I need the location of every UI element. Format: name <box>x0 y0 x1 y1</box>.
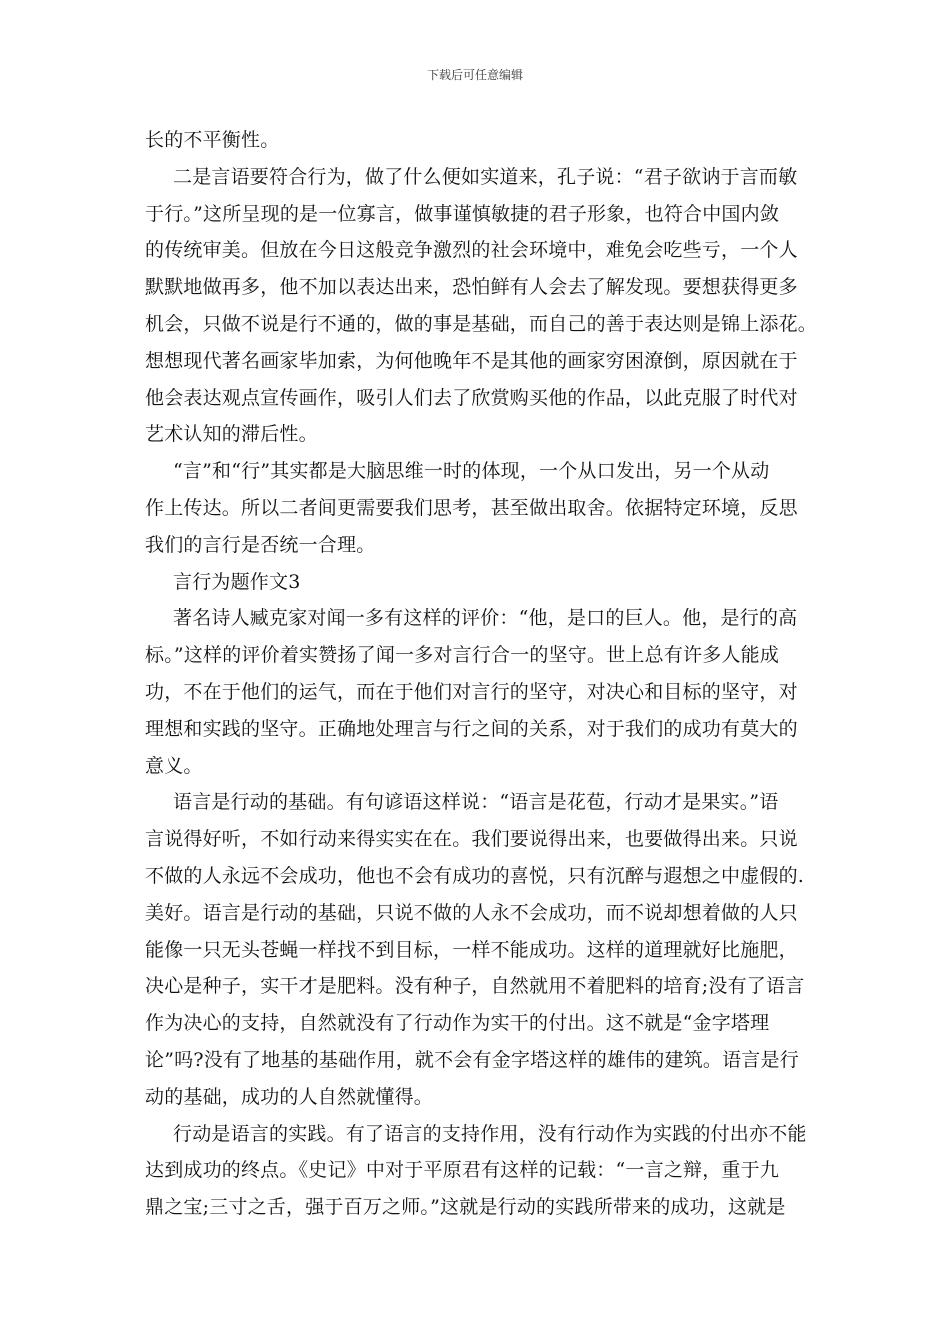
paragraph <box>145 159 818 453</box>
paragraph <box>145 784 815 1115</box>
text-line: 二是言语要符合行为，做了什么便如实道来，孔子说：“君子欲讷于言而敏 <box>173 165 798 188</box>
text-line: 他会表达观点宣传画作，吸引人们去了欣赏购买他的作品，以此克服了时代对 <box>145 386 798 409</box>
text-line: 作上传达。所以二者间更需要我们思考，甚至做出取舍。依据特定环境，反思 <box>145 496 798 519</box>
paragraph <box>145 122 815 159</box>
text-line: 作为决心的支持，自然就没有了行动作为实干的付出。这不就是“金字塔理 <box>145 1012 770 1035</box>
text-line: 长的不平衡性。 <box>145 129 280 151</box>
paragraph <box>145 600 815 784</box>
text-line: 能像一只无头苍蝇一样找不到目标，一样不能成功。这样的道理就好比施肥， <box>145 938 798 961</box>
text-line: 动的基础，成功的人自然就懂得。 <box>145 1085 434 1108</box>
text-line: 想想现代著名画家毕加索，为何他晚年不是其他的画家穷困潦倒，原因就在于 <box>145 349 798 372</box>
text-line: 默默地做再多，他不加以表达出来，恐怕鲜有人会去了解发现。要想获得更多 <box>145 276 798 299</box>
paragraph <box>145 453 815 563</box>
text-line: 功，不在于他们的运气，而在于他们对言行的坚守，对决心和目标的坚守，对 <box>145 680 798 703</box>
text-line: 理想和实践的坚守。正确地处理言与行之间的关系，对于我们的成功有莫大的 <box>145 717 798 740</box>
text-line: 语言是行动的基础。有句谚语这样说：“语言是花苞，行动才是果实。”语 <box>173 791 779 814</box>
text-line: 美好。语言是行动的基础，只说不做的人永不会成功，而不说却想着做的人只 <box>145 901 798 924</box>
text-line: 艺术认知的滞后性。 <box>145 423 318 446</box>
text-line: 达到成功的终点。《史记》中对于平原君有这样的记载：“一言之辩，重于九 <box>145 1159 780 1182</box>
text-line: 鼎之宝;三寸之舌，强于百万之师。”这就是行动的实践所带来的成功，这就是 <box>145 1196 786 1219</box>
paragraph <box>145 1116 815 1226</box>
text-line: 言说得好听，不如行动来得实实在在。我们要说得出来，也要做得出来。只说 <box>145 828 798 851</box>
text-line: 决心是种子，实干才是肥料。没有种子，自然就用不着肥料的培育;没有了语言 <box>145 975 805 998</box>
text-line: 行动是语言的实践。有了语言的支持作用，没有行动作为实践的付出亦不能 <box>173 1122 807 1145</box>
document-body <box>145 122 818 1226</box>
text-line: 言行为题作文3 <box>173 570 301 593</box>
text-line: 标。”这样的评价着实赞扬了闻一多对言行合一的坚守。世上总有许多人能成 <box>145 644 780 667</box>
text-line: 意义。 <box>145 754 203 777</box>
text-line: 著名诗人臧克家对闻一多有这样的评价：“他，是口的巨人。他，是行的高 <box>173 607 798 630</box>
text-line: 我们的言行是否统一合理。 <box>145 533 376 556</box>
text-line: 于行。”这所呈现的是一位寡言，做事谨慎敏捷的君子形象，也符合中国内敛 <box>145 202 780 225</box>
text-line: “言”和“行”其实都是大脑思维一时的体现，一个从口发出，另一个从动 <box>173 460 770 483</box>
page-header: 下载后可任意编辑 <box>426 68 523 82</box>
text-line: 机会，只做不说是行不通的，做的事是基础，而自己的善于表达则是锦上添花。 <box>145 312 818 335</box>
paragraph <box>145 564 815 601</box>
text-line: 不做的人永远不会成功，他也不会有成功的喜悦，只有沉醉与遐想之中虚假的. <box>145 864 805 887</box>
text-line: 的传统审美。但放在今日这般竞争激烈的社会环境中，难免会吃些亏，一个人 <box>145 239 798 262</box>
text-line: 论”吗?没有了地基的基础作用，就不会有金字塔这样的雄伟的建筑。语言是行 <box>145 1048 799 1071</box>
